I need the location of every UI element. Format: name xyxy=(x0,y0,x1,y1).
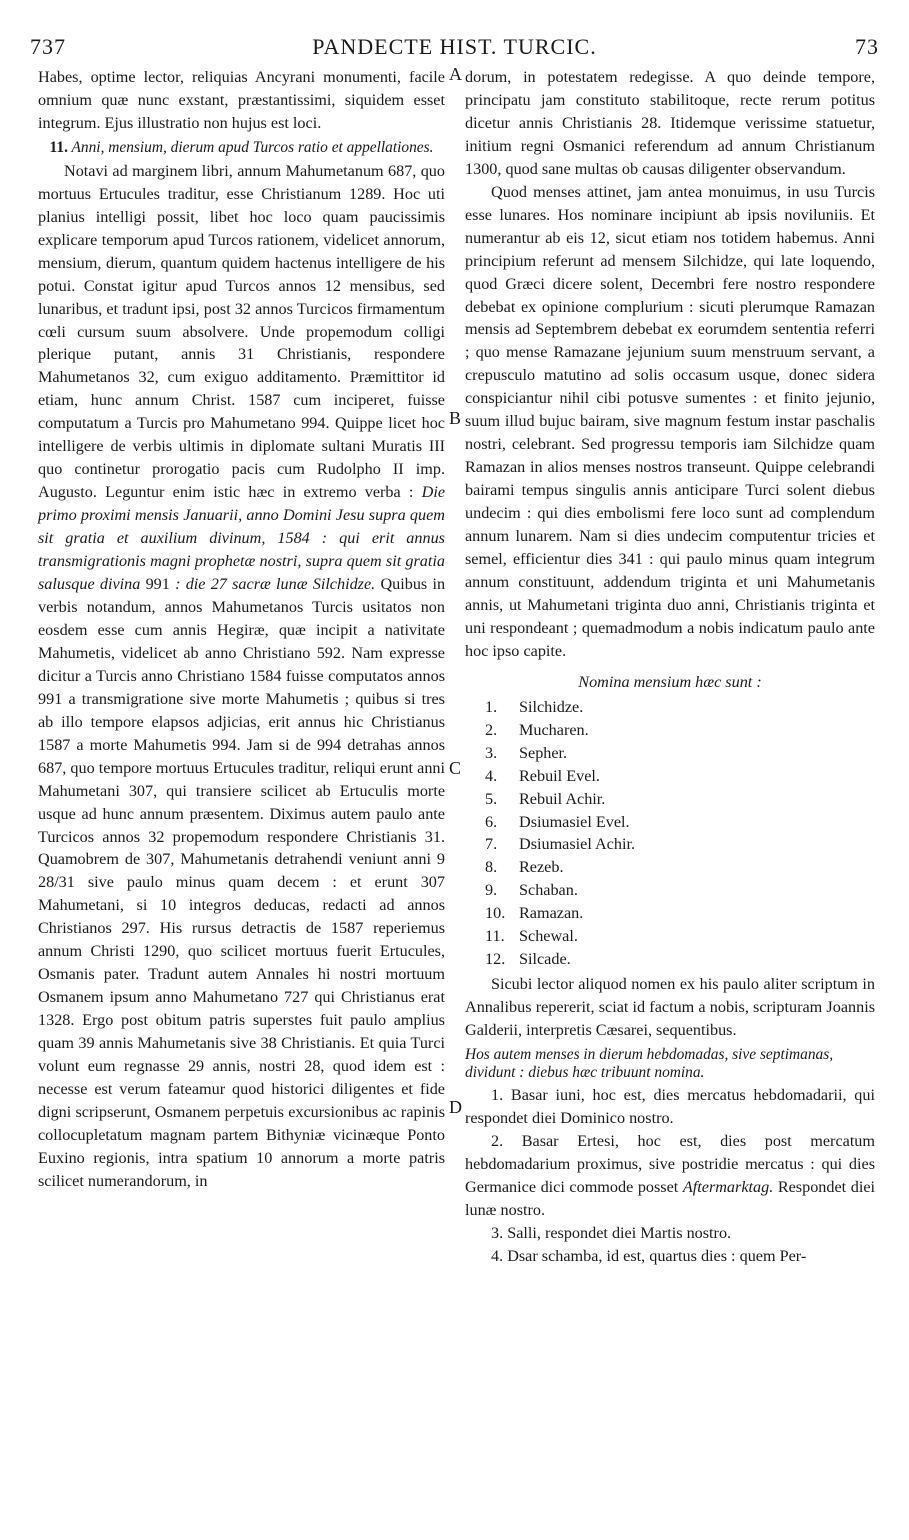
margin-marker-a: A xyxy=(449,64,462,84)
month-number: 9. xyxy=(485,881,498,900)
month-number: 3. xyxy=(485,743,498,762)
paragraph-text-b: Quibus in verbis notandum, annos Mahumetanos Turcis usitatos non eosdem esse cum annis Hegiræ, quæ incipit a nativitate Mahumetis, videlicet ab anno Christiano 592. Nam expresse dicitur a Turcis anno Christiano 1584 fuisse computatos annos 991 a transmigratione sive morte Mahumetis ; quibus si tres ab illo tempore elapsos adjicias, erit annus hic Christianus 1587 a morte Mahumetis 994. Jam si de 994 detrahas annos 687, quo tempore mortuus Ertucules traditur, reliqui erunt anni Mahumetani 307, qui transiere scilicet ab Ertuculis morte usque ad hunc annum præsentem. Diximus autem paulo ante Turcicos annos 32 propemodum respondere Christianis 31. Quamobrem de 307, Mahumetanis detrahendi veniunt anni 9 28/31 sive paulo minus quam decem : et erunt 307 Mahumetani, si 10 integros deducas, redacti ad annos Christianos 297. His rursus detractis de 1587 reperiemus annum Christi 1290, quo scilicet mortuus fuerit Ertucules, Osmanis pater. Tradunt autem Annales hi nostri mortuum Osmanem ipsum anno Mahumetano 727 qui Christianus erat 1328. Ergo post obitum patris superstes fuit paulo amplius quam 39 annis Mahumetanis sive 38 Christianis. Et quia Turci volunt eum regnasse 29 annis, nostri 28, quod idem est : necesse est verum fateamur quod historici diligentes et fide digni scripserunt, Osmanem perpetuis excursionibus ac rapinis collocupletatum magnam partem Bithyniæ vicinæque Ponto Euxino regionis, intra spatium 10 annorum a morte patris scilicet numerandorum, in xyxy=(38,575,446,1190)
day-entry-4: 4. Dsar schamba, id est, quartus dies : quem Per- xyxy=(491,1246,807,1265)
list-item xyxy=(485,788,875,811)
section-title: Anni, mensium, dierum apud Turcos ratio et appellationes. xyxy=(71,138,434,156)
quote-month: sacræ lunæ Silchidze. xyxy=(232,575,376,594)
page-header xyxy=(30,30,879,60)
german-term: Aftermarktag. xyxy=(682,1177,774,1196)
day-entry-2 xyxy=(465,1130,875,1222)
list-item xyxy=(485,742,875,765)
list-item xyxy=(485,811,875,834)
section-heading xyxy=(38,138,445,157)
day-entry-2-tail: Respondet diei lunæ nostro. xyxy=(465,1177,876,1219)
list-item xyxy=(485,833,875,856)
paragraph-continuation: dorum, in potestatem redegisse. A quo deinde tempore, principatu jam constituto stabilitoque, recte rerum potitus dicetur annis Christianis 28. Itidemque verissime statuetur, initium regni Osmanici referendum ad annum Christianum 1300, quod sane multas ob causas diligenter observandum. xyxy=(465,68,875,178)
month-name: Schaban. xyxy=(519,881,578,900)
months-heading: Nomina mensium hæc sunt : xyxy=(578,672,762,691)
month-name: Ramazan. xyxy=(519,904,584,923)
month-name: Rebuil Achir. xyxy=(519,789,606,808)
month-number: 4. xyxy=(485,766,498,785)
diploma-quote: Die primo proximi mensis Januarii, anno Domini Jesu supra quem sit gratia et auxilium divinum, 1584 : qui erit annus transmigrationis magni prophetæ nostri, supra quem sit gratia salusque divina xyxy=(38,483,445,594)
list-item xyxy=(485,948,875,971)
month-number: 8. xyxy=(485,858,498,877)
month-number: 1. xyxy=(485,697,498,716)
margin-marker-c: C xyxy=(449,758,462,778)
paragraph-months: Quod menses attinet, jam antea monuimus, in usu Turcis esse lunares. Hos nominare incipiunt ab ipsis noviluniis. Et numerantur ab eis 12, sicut etiam nos totidem habemus. Anni principium referunt ad mensem Silchidze, qui late loquendo, quod Græci dicere solent, Decembri fere nostro respondere debebat ex opinione complurium : sicuti plerumque Ramazan mensis ad Septembrem debebat ex eorumdem sententia referri ; quo mense Ramazane jejunium suum menstruum servant, a crepusculo matutino ad solis occasum usque, donec sidera conspiciantur nihil cibi potusve sumentes : et finito jejunio, suum illud bujuc bairam, sive magnum festum instar paschalis nostri, celebrant. Sed progressu temporis iam Silchidze quam Ramazan in alios menses nostros transeunt. Quippe celebrandi bairami tempus singulis annis anticipare Turci solent diebus undecim : qui dies embolismi fere loco sunt ad complendum annum lunarem. Nam si dies undecim computentur tricies et semel, efficientur dies 341 : qui paulo minus quam integrum annum constituunt, addendum triginta et uni Mahumetanis annis, ut Mahumetani triginta duo anni, Christianis triginta et uni respondeant ; quemadmodum a nobis indicatum paulo ante hoc ipso capite. xyxy=(465,182,875,660)
month-name: Rebuil Evel. xyxy=(519,766,600,785)
month-name: Schewal. xyxy=(519,927,578,946)
list-item xyxy=(485,765,875,788)
margin-marker-b: B xyxy=(449,408,462,428)
list-item xyxy=(485,902,875,925)
month-number: 7. xyxy=(485,835,498,854)
list-item xyxy=(485,719,875,742)
section-number: 11. xyxy=(49,138,68,156)
month-name: Dsiumasiel Evel. xyxy=(519,812,630,831)
month-name: Silcade. xyxy=(519,950,571,969)
margin-marker-d: D xyxy=(449,1097,462,1117)
month-number: 6. xyxy=(485,812,498,831)
paragraph-text-a: Notavi ad marginem libri, annum Mahumetanum 687, quo mortuus Ertucules traditur, esse Christianum 1289. Hoc uti planius intelligi possit, libet hoc loco quam paucissimis explicare temporum apud Turcos rationem, videlicet annorum, mensium, dierum, quantum quidem hactenus intelligere de his potui. Constat igitur apud Turcos annos 12 mensibus, sed lunaribus, et tradunt ipsi, post 32 annos Turcicos firmamentum cœli cursum suum absolvere. Unde propemodum colligi plerique putant, annis 31 Christianis, respondere Mahumetanos 32, cum exiguo additamento. Præmittitor id etiam, hunc annum Christ. 1587 cum inciperet, fuisse computatum a Turcis pro Mahumetano 994. Quippe licet hoc intelligere de verbis ultimis in diplomate sultani Muratis III quo continetur prorogatio pacis cum Rudolpho II imp. Augusto. Leguntur enim istic hæc in extremo verba : xyxy=(38,161,445,502)
day-entry-1: 1. Basar iuni, hoc est, dies mercatus hebdomadarii, qui respondet diei Dominico nostro. xyxy=(465,1086,875,1127)
day-entry-3: 3. Salli, respondet diei Martis nostro. xyxy=(491,1223,732,1242)
month-number: 5. xyxy=(485,789,498,808)
month-name: Rezeb. xyxy=(519,858,564,877)
quote-date: : die 27 xyxy=(175,575,227,594)
month-name: Dsiumasiel Achir. xyxy=(519,835,635,854)
list-item xyxy=(485,696,875,719)
day-entry-2-text: 2. Basar Ertesi, hoc est, dies post mercatum hebdomadarium proximus, sive postridie mercatus : qui dies Germanice dici commode posset xyxy=(465,1131,875,1196)
right-column xyxy=(465,66,875,1268)
days-heading: Hos autem menses in dierum hebdomadas, sive septimanas, dividunt : diebus hæc tribuunt nomina. xyxy=(465,1046,834,1082)
month-number: 10. xyxy=(485,904,506,923)
page-number-right: 73 xyxy=(855,34,879,59)
page-number-left: 737 xyxy=(30,34,66,59)
running-title: PANDECTE HIST. TURCIC. xyxy=(312,34,597,59)
month-number: 11. xyxy=(485,927,505,946)
paragraph-body xyxy=(38,160,445,1193)
list-item xyxy=(485,925,875,948)
month-name: Mucharen. xyxy=(519,720,589,739)
paragraph-spelling-note: Sicubi lector aliquod nomen ex his paulo aliter scriptum in Annalibus repererit, sciat id factum a nobis, scripturam Joannis Galderii, interpretis Cæsarei, sequentibus. xyxy=(465,975,875,1040)
quote-number: 991 xyxy=(145,575,170,594)
month-name: Silchidze. xyxy=(519,697,584,716)
month-name: Sepher. xyxy=(519,743,568,762)
months-list xyxy=(465,696,875,971)
paragraph-intro: Habes, optime lector, reliquias Ancyrani monumenti, facile omnium quæ nunc exstant, præstantissimi, siquidem esset integrum. Ejus illustratio non hujus est loci. xyxy=(38,68,445,132)
month-number: 12. xyxy=(485,950,506,969)
list-item xyxy=(485,879,875,902)
month-number: 2. xyxy=(485,720,498,739)
left-column xyxy=(38,66,445,1193)
list-item xyxy=(485,856,875,879)
